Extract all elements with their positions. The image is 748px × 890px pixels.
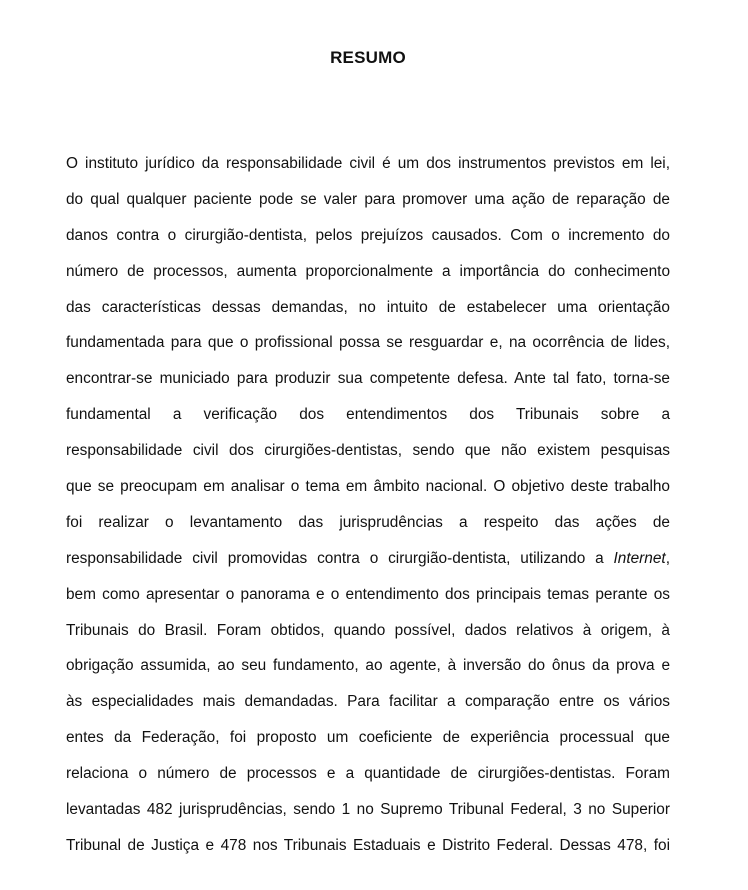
- line-text: Tribunal de Justiça e 478 nos Tribunais Estaduais e Distrito Federal. Dessas 478, foi: [66, 836, 670, 854]
- paragraph-line: [66, 756, 670, 792]
- paragraph-line: [66, 397, 670, 433]
- paragraph-line: [66, 720, 670, 756]
- line-text: obrigação assumida, ao seu fundamento, ao agente, à inversão do ônus da prova e: [66, 657, 670, 675]
- line-text: responsabilidade civil dos cirurgiões-dentistas, sendo que não existem pesquisas: [66, 442, 670, 460]
- paragraph-line: [66, 541, 670, 577]
- line-text: Tribunais do Brasil. Foram obtidos, quando possível, dados relativos à origem, à: [66, 621, 670, 639]
- italic-text: Internet: [613, 549, 666, 567]
- paragraph-line: [66, 254, 670, 290]
- line-text: fundamental a verificação dos entendimentos dos Tribunais sobre a: [66, 406, 670, 424]
- paragraph-line: [66, 505, 670, 541]
- paragraph-line: [66, 613, 670, 649]
- page-title: RESUMO: [330, 48, 406, 67]
- line-text: entes da Federação, foi proposto um coeficiente de experiência processual que: [66, 729, 670, 747]
- paragraph-line: [66, 218, 670, 254]
- line-text: responsabilidade civil promovidas contra o cirurgião-dentista, utilizando a: [66, 549, 614, 567]
- abstract-body: [66, 146, 670, 864]
- line-text: número de processos, aumenta proporcionalmente a importância do conhecimento: [66, 262, 670, 280]
- line-text: danos contra o cirurgião-dentista, pelos prejuízos causados. Com o incremento do: [66, 226, 670, 244]
- paragraph-line: [66, 325, 670, 361]
- line-text: fundamentada para que o profissional possa se resguardar e, na ocorrência de lides,: [66, 334, 670, 352]
- line-text: das características dessas demandas, no intuito de estabelecer uma orientação: [66, 298, 670, 316]
- paragraph-line: [66, 361, 670, 397]
- paragraph-line: [66, 684, 670, 720]
- line-text: do qual qualquer paciente pode se valer para promover uma ação de reparação de: [66, 190, 670, 208]
- line-text: O instituto jurídico da responsabilidade civil é um dos instrumentos previstos em lei,: [66, 155, 670, 172]
- line-text: relaciona o número de processos e a quantidade de cirurgiões-dentistas. Foram: [66, 765, 670, 783]
- paragraph-line: [66, 792, 670, 828]
- paragraph-line: [66, 828, 670, 864]
- line-text: às especialidades mais demandadas. Para facilitar a comparação entre os vários: [66, 693, 670, 711]
- paragraph-line: [66, 290, 670, 326]
- line-text: que se preocupam em analisar o tema em âmbito nacional. O objetivo deste trabalho: [66, 478, 670, 496]
- paragraph-line: [66, 146, 670, 182]
- line-text: bem como apresentar o panorama e o entendimento dos principais temas perante os: [66, 585, 670, 603]
- line-text: encontrar-se municiado para produzir sua competente defesa. Ante tal fato, torna-se: [66, 370, 670, 388]
- line-text: levantadas 482 jurisprudências, sendo 1 no Supremo Tribunal Federal, 3 no Superior: [66, 801, 670, 819]
- paragraph-line: [66, 648, 670, 684]
- line-text: ,: [665, 549, 670, 567]
- paragraph-line: [66, 577, 670, 613]
- line-text: foi realizar o levantamento das jurisprudências a respeito das ações de: [66, 513, 670, 531]
- paragraph-line: [66, 182, 670, 218]
- paragraph-line: [66, 469, 670, 505]
- paragraph-line: [66, 433, 670, 469]
